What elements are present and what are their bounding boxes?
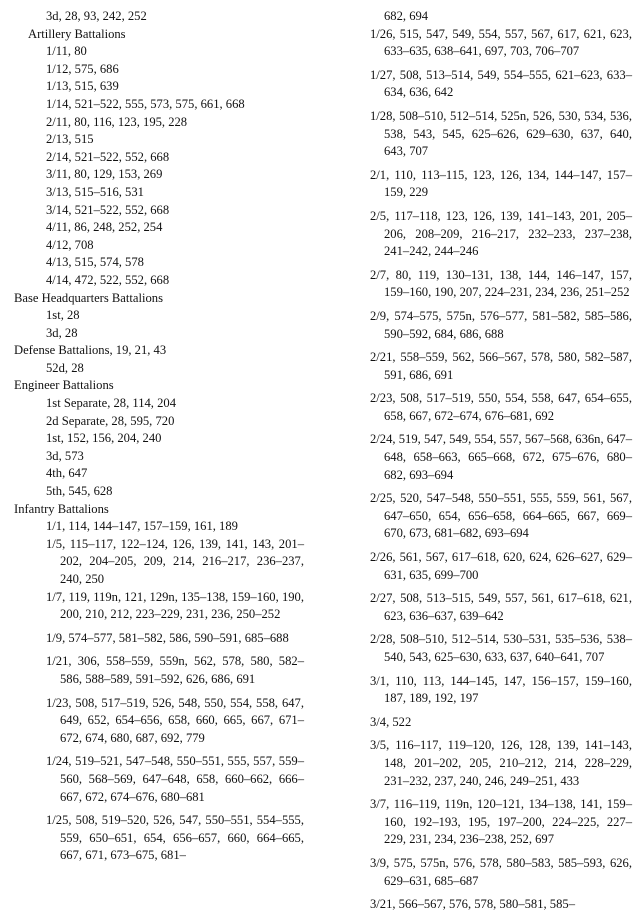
index-entry: 2/21, 558–559, 562, 566–567, 578, 580, 582–587, 591, 686, 691 xyxy=(370,350,632,382)
index-entry: 1/12, 575, 686 xyxy=(46,61,119,76)
index-entry: 3/5, 116–117, 119–120, 126, 128, 139, 141–143, 148, 201–202, 205, 210–212, 214, 228–229, 231–232, 237, 240, 246, 249–251, 433 xyxy=(370,738,632,788)
index-entry: 4/12, 708 xyxy=(46,237,94,252)
index-entry: 2/28, 508–510, 512–514, 530–531, 535–536, 538–540, 543, 625–630, 633, 637, 640–641, 707 xyxy=(370,632,632,664)
index-entry: 2/27, 508, 513–515, 549, 557, 561, 617–618, 621, 623, 636–637, 639–642 xyxy=(370,591,632,623)
index-entry: 1/13, 515, 639 xyxy=(46,79,119,94)
index-column-left xyxy=(14,8,304,865)
index-entry: 3/9, 575, 575n, 576, 578, 580–583, 585–593, 626, 629–631, 685–687 xyxy=(370,855,632,888)
index-entry: 1/21, 306, 558–559, 559n, 562, 578, 580, 582–586, 588–589, 591–592, 626, 686, 691 xyxy=(46,654,304,686)
index-entry: 1/26, 515, 547, 549, 554, 557, 567, 617, 621, 623, 633–635, 638–641, 697, 703, 706–707 xyxy=(370,26,632,59)
index-entry: 52d, 28 xyxy=(46,360,84,375)
index-entry: 4/13, 515, 574, 578 xyxy=(46,255,144,270)
index-entry: Engineer Battalions xyxy=(14,378,114,393)
index-entry: 1/28, 508–510, 512–514, 525n, 526, 530, 534, 536, 538, 543, 545, 625–626, 629–630, 637, 640, 643, 707 xyxy=(370,108,632,159)
index-entry: 682, 694 xyxy=(384,9,429,23)
index-entry: 2/11, 80, 116, 123, 195, 228 xyxy=(46,114,188,129)
index-entry: 1/1, 114, 144–147, 157–159, 161, 189 xyxy=(46,519,238,534)
index-entry: 3d, 28 xyxy=(46,325,78,340)
index-entry: 3/13, 515–516, 531 xyxy=(46,184,144,199)
index-entry: 1/25, 508, 519–520, 526, 547, 550–551, 554–555, 559, 650–651, 654, 656–657, 660, 664–665, 667, 671, 673–675, 681– xyxy=(46,813,304,863)
index-entry: 2/14, 521–522, 552, 668 xyxy=(46,149,170,164)
index-entry: 2/26, 561, 567, 617–618, 620, 624, 626–627, 629–631, 635, 699–700 xyxy=(370,550,632,582)
index-entry: 1/14, 521–522, 555, 573, 575, 661, 668 xyxy=(46,96,245,111)
index-entry: 1/23, 508, 517–519, 526, 548, 550, 554, 558, 647, 649, 652, 654–656, 658, 660, 665, 667, 671–672, 674, 680, 687, 692, 779 xyxy=(46,695,304,745)
index-entry: 2d Separate, 28, 595, 720 xyxy=(46,413,175,428)
index-entry: 5th, 545, 628 xyxy=(46,484,113,499)
index-entry: 3/7, 116–119, 119n, 120–121, 134–138, 141, 159–160, 192–193, 195, 197–200, 224–225, 227–229, 231, 234, 236–238, 252, 697 xyxy=(370,797,632,847)
index-entry: 1st, 152, 156, 204, 240 xyxy=(46,431,162,446)
index-entry: Base Headquarters Battalions xyxy=(14,290,163,305)
index-entry: 2/24, 519, 547, 549, 554, 557, 567–568, 636n, 647–648, 658–663, 665–668, 672, 675–676, 680–682, 693–694 xyxy=(370,432,632,482)
index-entry: 1st, 28 xyxy=(46,308,80,323)
index-entry: 1/24, 519–521, 547–548, 550–551, 555, 557, 559–560, 568–569, 647–648, 658, 660–662, 666–667, 672, 674–676, 680–681 xyxy=(46,754,304,804)
index-entry: 4th, 647 xyxy=(46,466,88,481)
index-entry: 3d, 28, 93, 242, 252 xyxy=(46,9,147,23)
index-entry: 1st Separate, 28, 114, 204 xyxy=(46,396,176,411)
index-entry: 4/11, 86, 248, 252, 254 xyxy=(46,220,163,235)
index-entry: 3/14, 521–522, 552, 668 xyxy=(46,202,170,217)
index-entry: 3/11, 80, 129, 153, 269 xyxy=(46,167,163,182)
index-entry: 1/7, 119, 119n, 121, 129n, 135–138, 159–160, 190, 200, 210, 212, 223–229, 231, 236, 250–252 xyxy=(46,589,304,622)
index-entry: 1/9, 574–577, 581–582, 586, 590–591, 685–688 xyxy=(46,630,289,645)
index-entry: Defense Battalions, 19, 21, 43 xyxy=(14,343,167,358)
index-entry: 2/25, 520, 547–548, 550–551, 555, 559, 561, 567, 647–650, 654, 656–658, 664–665, 667, 669–670, 673, 681–682, 693–694 xyxy=(370,491,632,541)
index-entry: Infantry Battalions xyxy=(14,501,109,516)
index-entry: 2/5, 117–118, 123, 126, 139, 141–143, 201, 205–206, 208–209, 216–217, 232–233, 237–238, 241–242, 244–246 xyxy=(370,208,632,259)
index-entry: 2/7, 80, 119, 130–131, 138, 144, 146–147, 157, 159–160, 190, 207, 224–231, 234, 236, 251–252 xyxy=(370,267,632,300)
index-entry: Artillery Battalions xyxy=(28,26,126,41)
index-entry: 1/27, 508, 513–514, 549, 554–555, 621–623, 633–634, 636, 642 xyxy=(370,67,632,100)
index-entry: 4/14, 472, 522, 552, 668 xyxy=(46,272,170,287)
index-entry: 2/1, 110, 113–115, 123, 126, 134, 144–147, 157–159, 229 xyxy=(370,167,632,200)
index-entry: 1/5, 115–117, 122–124, 126, 139, 141, 143, 201–202, 204–205, 209, 214, 216–217, 236–237, 240, 250 xyxy=(46,536,304,586)
index-entry: 2/23, 508, 517–519, 550, 554, 558, 647, 654–655, 658, 667, 672–674, 676–681, 692 xyxy=(370,391,632,423)
index-entry: 2/9, 574–575, 575n, 576–577, 581–582, 585–586, 590–592, 684, 686, 688 xyxy=(370,308,632,341)
index-entry: 3/1, 110, 113, 144–145, 147, 156–157, 159–160, 187, 189, 192, 197 xyxy=(370,673,632,706)
index-entry: 3/21, 566–567, 576, 578, 580–581, 585– xyxy=(370,897,575,912)
index-column-right xyxy=(370,8,632,914)
index-entry: 3/4, 522 xyxy=(370,714,412,729)
index-entry: 3d, 573 xyxy=(46,448,84,463)
index-entry: 1/11, 80 xyxy=(46,44,87,59)
index-entry: 2/13, 515 xyxy=(46,132,94,147)
